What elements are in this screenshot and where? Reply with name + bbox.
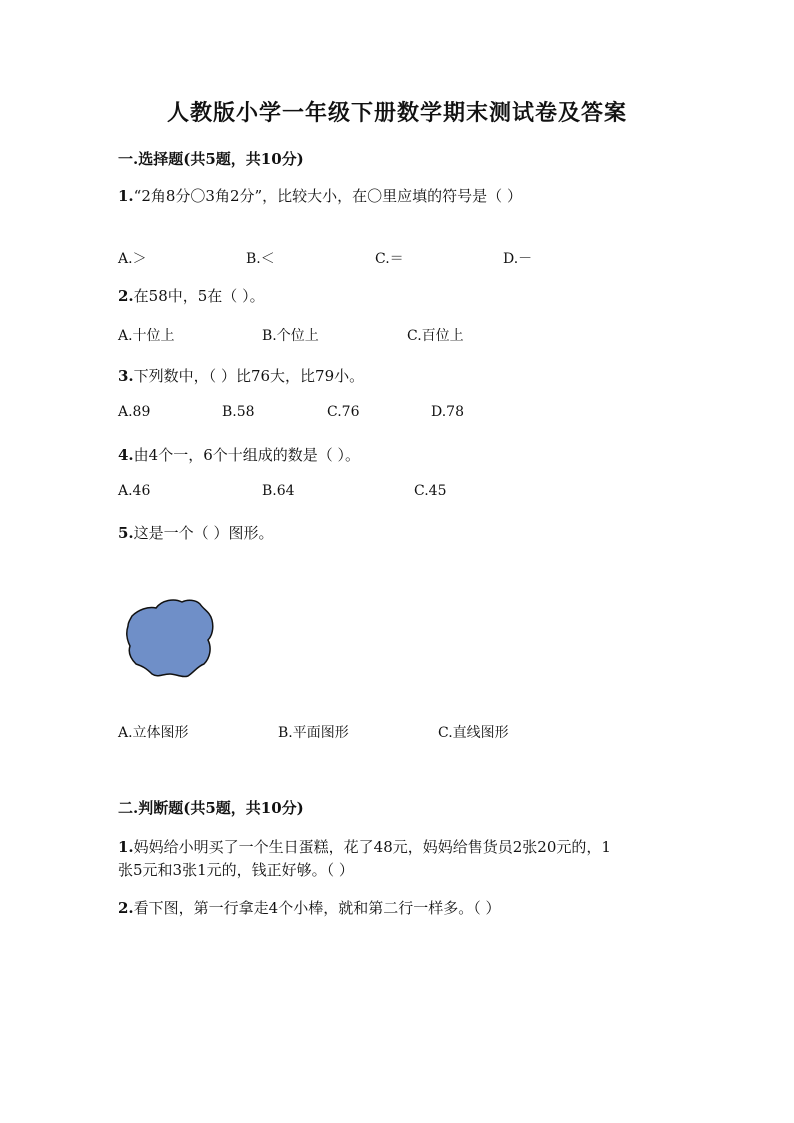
option-a[interactable]: A.＞ xyxy=(118,251,147,267)
question-text-line1: 妈妈给小明买了一个生日蛋糕，花了48元，妈妈给售货员2张20元的，1 xyxy=(133,838,611,856)
question-3 xyxy=(118,364,364,388)
section-heading-choice: 一.选择题(共5题，共10分) xyxy=(118,150,304,168)
option-b[interactable]: B.58 xyxy=(222,404,255,420)
page-title: 人教版小学一年级下册数学期末测试卷及答案 xyxy=(166,100,627,126)
question-number: 1. xyxy=(118,187,134,205)
option-a[interactable]: A.46 xyxy=(118,483,151,499)
option-b[interactable]: B.个位上 xyxy=(262,328,319,344)
question-text: 看下图，第一行拿走4个小棒，就和第二行一样多。（ ） xyxy=(133,899,501,917)
judgement-question-1-continued xyxy=(118,858,354,882)
judgement-question-1 xyxy=(118,835,611,859)
irregular-flat-shape-figure xyxy=(124,598,216,680)
option-b[interactable]: B.64 xyxy=(262,483,295,499)
question-number: 5. xyxy=(118,524,134,542)
question-text: 在58中，5在（ ）。 xyxy=(133,287,265,305)
question-text: 这是一个（ ）图形。 xyxy=(133,524,274,542)
option-d[interactable]: D.－ xyxy=(503,251,533,267)
section-heading-judgement: 二.判断题(共5题，共10分) xyxy=(118,799,304,817)
option-d[interactable]: D.78 xyxy=(431,404,464,420)
question-number: 3. xyxy=(118,367,134,385)
option-c[interactable]: C.76 xyxy=(327,404,360,420)
question-text: 由4个一，6个十组成的数是（ ）。 xyxy=(133,446,361,464)
question-text-line2: 张5元和3张1元的，钱正好够。（ ） xyxy=(118,861,354,879)
question-number: 2. xyxy=(118,899,134,917)
question-number: 1. xyxy=(118,838,134,856)
option-c[interactable]: C.百位上 xyxy=(407,328,464,344)
shape-outline xyxy=(127,600,213,677)
judgement-question-2 xyxy=(118,896,501,920)
question-2 xyxy=(118,284,265,308)
option-b[interactable]: B.＜ xyxy=(246,251,275,267)
question-4 xyxy=(118,443,360,467)
option-c[interactable]: C.45 xyxy=(414,483,447,499)
question-number: 2. xyxy=(118,287,134,305)
option-a[interactable]: A.十位上 xyxy=(118,328,175,344)
option-c[interactable]: C.直线图形 xyxy=(438,725,509,741)
option-a[interactable]: A.89 xyxy=(118,404,151,420)
option-a[interactable]: A.立体图形 xyxy=(118,725,189,741)
question-text: 下列数中，（ ）比76大，比79小。 xyxy=(133,367,365,385)
option-b[interactable]: B.平面图形 xyxy=(278,725,349,741)
question-number: 4. xyxy=(118,446,134,464)
option-c[interactable]: C.＝ xyxy=(375,251,404,267)
question-5 xyxy=(118,521,273,545)
question-1 xyxy=(118,184,522,208)
question-text: “2角8分〇3角2分”，比较大小，在〇里应填的符号是（ ） xyxy=(133,187,522,205)
